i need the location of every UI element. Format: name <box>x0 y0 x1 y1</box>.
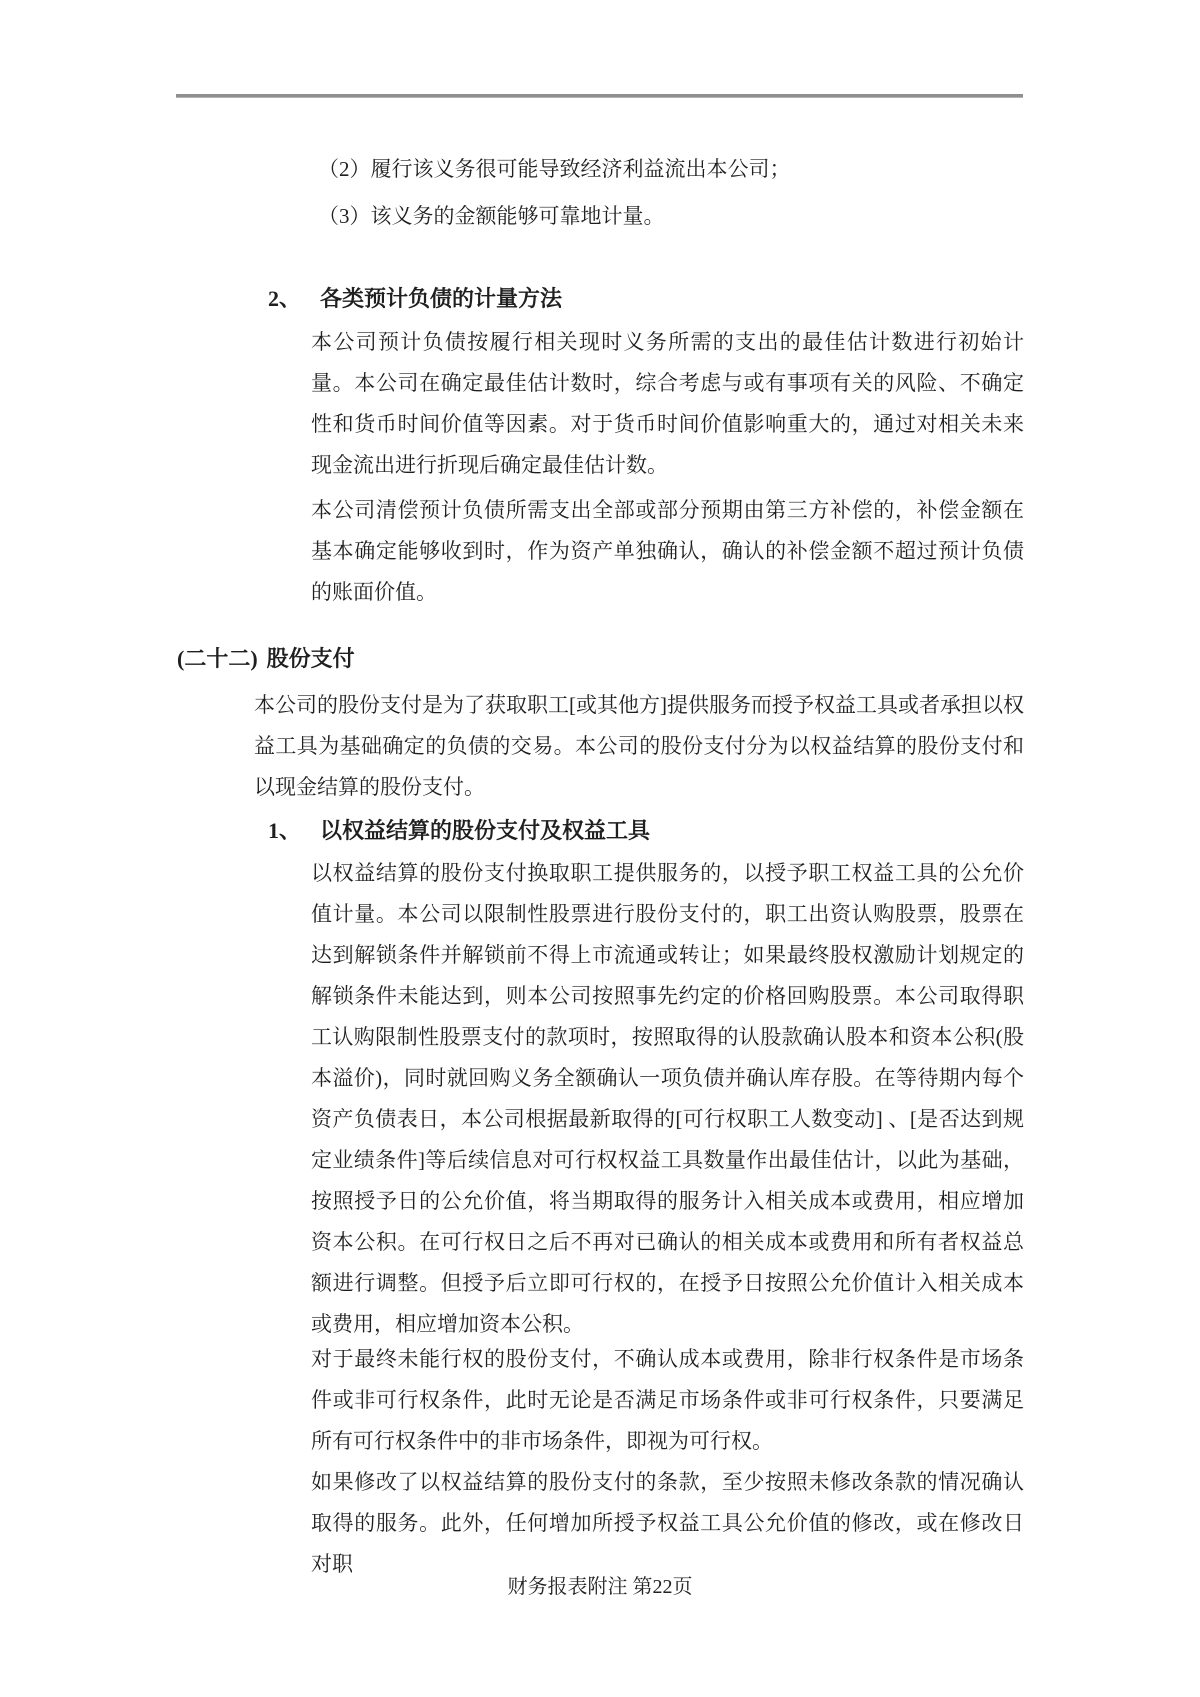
section-heading-share-payment <box>177 638 355 679</box>
section-title: 股份支付 <box>266 646 355 671</box>
paragraph-equity-settled-2: 对于最终未能行权的股份支付，不确认成本或费用，除非行权条件是市场条件或非可行权条件，此时无论是否满足市场条件或非可行权条件，只要满足所有可行权条件中的非市场条件，即视为可行权。 <box>311 1347 1024 1453</box>
paragraph-measurement-2: 本公司清偿预计负债所需支出全部或部分预期由第三方补偿的，补偿金额在基本确定能够收到时，作为资产单独确认，确认的补偿金额不超过预计负债的账面价值。 <box>311 498 1024 604</box>
heading-title: 各类预计负债的计量方法 <box>320 286 563 311</box>
paragraph-equity-settled-1: 以权益结算的股份支付换取职工提供服务的，以授予职工权益工具的公允价值计量。本公司以限制性股票进行股份支付的，职工出资认购股票，股票在达到解锁条件并解锁前不得上市流通或转让；如果最终股权激励计划规定的解锁条件未能达到，则本公司按照事先约定的价格回购股票。本公司取得职工认购限制性股票支付的款项时，按照取得的认股款确认股本和资本公积(股本溢价)，同时就回购义务全额确认一项负债并确认库存股。在等待期内每个资产负债表日，本公司根据最新取得的[可行权职工人数变动] 、[是否达到规定业绩条件]等后续信息对可行权权益工具数量作出最佳估计，以此为基础，按照授予日的公允价值，将当期取得的服务计入相关成本或费用，相应增加资本公积。在可行权日之后不再对已确认的相关成本或费用和所有者权益总额进行调整。但授予后立即可行权的，在授予日按照公允价值计入相关成本或费用，相应增加资本公积。 <box>311 861 1024 1336</box>
header-rule <box>176 94 1023 98</box>
heading-number: 2、 <box>268 286 302 311</box>
paragraph-share-payment-intro: 本公司的股份支付是为了获取职工[或其他方]提供服务而授予权益工具或者承担以权益工具为基础确定的负债的交易。本公司的股份支付分为以权益结算的股份支付和以现金结算的股份支付。 <box>254 693 1024 799</box>
paragraph-measurement-1: 本公司预计负债按履行相关现时义务所需的支出的最佳估计数进行初始计量。本公司在确定最佳估计数时，综合考虑与或有事项有关的风险、不确定性和货币时间价值等因素。对于货币时间价值影响重大的，通过对相关未来现金流出进行折现后确定最佳估计数。 <box>311 330 1024 477</box>
heading-title: 以权益结算的股份支付及权益工具 <box>320 818 651 843</box>
page-footer: 财务报表附注 第22页 <box>507 1576 693 1598</box>
heading-equity-settled <box>268 810 650 851</box>
heading-number: 1、 <box>268 818 302 843</box>
paragraph-equity-settled-3: 如果修改了以权益结算的股份支付的条款，至少按照未修改条款的情况确认取得的服务。此外，任何增加所授予权益工具公允价值的修改，或在修改日对职 <box>311 1470 1024 1576</box>
condition-item-2: （2）履行该义务很可能导致经济利益流出本公司； <box>318 157 791 181</box>
condition-item-3: （3）该义务的金额能够可靠地计量。 <box>318 204 665 228</box>
section-number: (二十二) <box>177 646 258 671</box>
heading-measurement-methods <box>268 278 562 319</box>
